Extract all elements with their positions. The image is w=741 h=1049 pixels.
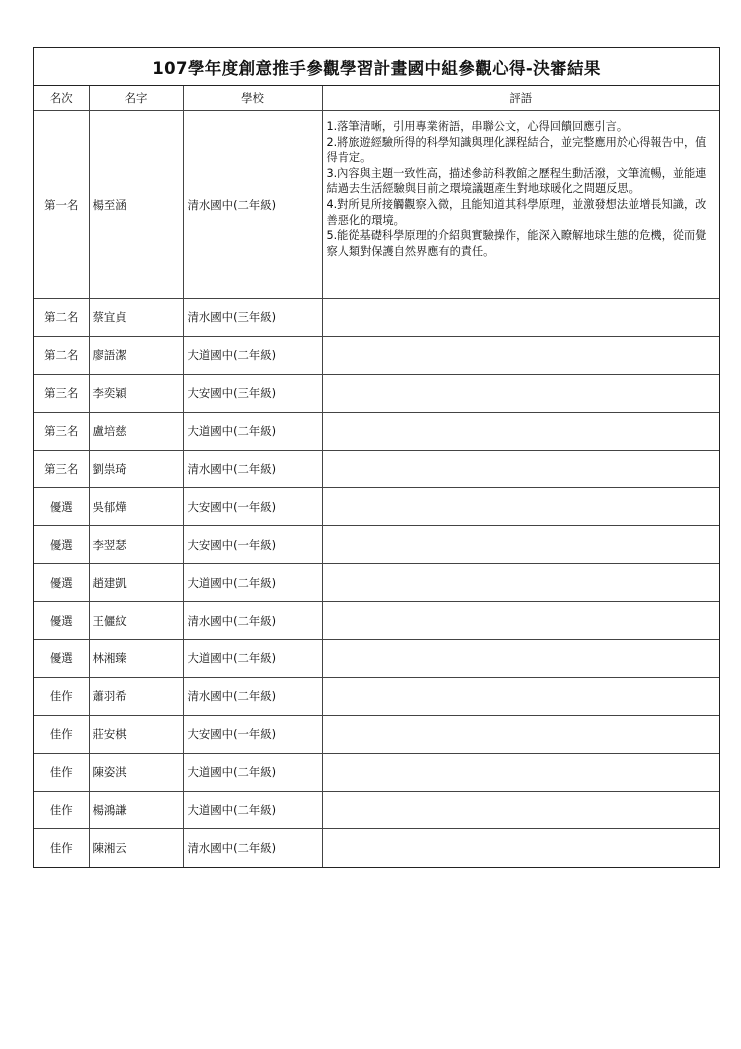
name-cell: 廖語潔 xyxy=(89,336,183,374)
comment-cell xyxy=(322,640,719,678)
name-cell: 李奕穎 xyxy=(89,374,183,412)
comment-cell xyxy=(322,564,719,602)
table-row xyxy=(34,374,719,412)
comment-line: 3.內容與主題一致性高，描述參訪科教館之歷程生動活潑，文筆流暢，並能連結過去生活經驗與目前之環境議題產生對地球暖化之問題反思。 xyxy=(326,166,707,196)
school-cell: 大安國中(一年級) xyxy=(183,526,322,564)
rank-cell: 第三名 xyxy=(34,374,89,412)
rank-cell: 佳作 xyxy=(34,753,89,791)
comment-cell xyxy=(322,111,719,299)
rank-cell: 第三名 xyxy=(34,450,89,488)
column-header-comment: 評語 xyxy=(322,86,719,111)
table-row xyxy=(34,602,719,640)
comment-cell xyxy=(322,450,719,488)
school-cell: 清水國中(二年級) xyxy=(183,829,322,867)
name-cell: 王儷紋 xyxy=(89,602,183,640)
comment-cell xyxy=(322,715,719,753)
name-cell: 蔡宜貞 xyxy=(89,299,183,337)
page-title: 107學年度創意推手參觀學習計畫國中組參觀心得-決審結果 xyxy=(34,48,719,86)
name-cell: 楊鴻謙 xyxy=(89,791,183,829)
name-cell: 楊至涵 xyxy=(89,111,183,299)
comment-cell xyxy=(322,791,719,829)
rank-cell: 優選 xyxy=(34,488,89,526)
table-row xyxy=(34,336,719,374)
comment-line: 2.將旅遊經驗所得的科學知識與理化課程結合，並完整應用於心得報告中，值得肯定。 xyxy=(326,135,707,165)
school-cell: 大道國中(二年級) xyxy=(183,753,322,791)
school-cell: 大道國中(二年級) xyxy=(183,564,322,602)
comment-cell xyxy=(322,412,719,450)
school-cell: 清水國中(二年級) xyxy=(183,602,322,640)
rank-cell: 優選 xyxy=(34,602,89,640)
rank-cell: 佳作 xyxy=(34,677,89,715)
name-cell: 林湘臻 xyxy=(89,640,183,678)
table-row xyxy=(34,111,719,299)
rank-cell: 第二名 xyxy=(34,299,89,337)
name-cell: 陳姿淇 xyxy=(89,753,183,791)
rank-cell: 第三名 xyxy=(34,412,89,450)
school-cell: 清水國中(三年級) xyxy=(183,299,322,337)
comment-cell xyxy=(322,677,719,715)
rank-cell: 第二名 xyxy=(34,336,89,374)
comment-line: 4.對所見所接觸觀察入微，且能知道其科學原理，並激發想法並增長知識，改善惡化的環境。 xyxy=(326,197,707,227)
table-row xyxy=(34,564,719,602)
rank-cell: 佳作 xyxy=(34,829,89,867)
school-cell: 清水國中(二年級) xyxy=(183,677,322,715)
table-row xyxy=(34,753,719,791)
table-row xyxy=(34,526,719,564)
table-row xyxy=(34,299,719,337)
results-sheet xyxy=(33,47,720,868)
rank-cell: 佳作 xyxy=(34,791,89,829)
comment-cell xyxy=(322,829,719,867)
comment-cell xyxy=(322,488,719,526)
school-cell: 清水國中(二年級) xyxy=(183,450,322,488)
table-row xyxy=(34,715,719,753)
comment-cell xyxy=(322,299,719,337)
school-cell: 大道國中(二年級) xyxy=(183,412,322,450)
table-header-row xyxy=(34,86,719,111)
table-row xyxy=(34,640,719,678)
comment-line: 1.落筆清晰，引用專業術語，串聯公文，心得回饋回應引言。 xyxy=(326,120,629,133)
comment-cell xyxy=(322,336,719,374)
table-row xyxy=(34,791,719,829)
comment-cell xyxy=(322,753,719,791)
name-cell: 莊安棋 xyxy=(89,715,183,753)
comment-cell xyxy=(322,374,719,412)
school-cell: 大安國中(一年級) xyxy=(183,488,322,526)
column-header-name: 名字 xyxy=(89,86,183,111)
table-row xyxy=(34,412,719,450)
table-row xyxy=(34,450,719,488)
table-body xyxy=(34,111,719,867)
table-row xyxy=(34,488,719,526)
school-cell: 大安國中(一年級) xyxy=(183,715,322,753)
school-cell: 大道國中(二年級) xyxy=(183,336,322,374)
comment-cell xyxy=(322,602,719,640)
name-cell: 盧培慈 xyxy=(89,412,183,450)
name-cell: 趙建凱 xyxy=(89,564,183,602)
table-row xyxy=(34,829,719,867)
rank-cell: 佳作 xyxy=(34,715,89,753)
name-cell: 吳郁燁 xyxy=(89,488,183,526)
column-header-school: 學校 xyxy=(183,86,322,111)
comment-cell xyxy=(322,526,719,564)
comment-line: 5.能從基礎科學原理的介紹與實驗操作，能深入瞭解地球生態的危機，從而覺察人類對保護自然界應有的責任。 xyxy=(326,229,707,258)
name-cell: 蕭羽希 xyxy=(89,677,183,715)
results-table xyxy=(34,86,719,867)
name-cell: 陳湘云 xyxy=(89,829,183,867)
rank-cell: 優選 xyxy=(34,564,89,602)
rank-cell: 第一名 xyxy=(34,111,89,299)
school-cell: 清水國中(二年級) xyxy=(183,111,322,299)
school-cell: 大安國中(三年級) xyxy=(183,374,322,412)
name-cell: 李翌瑟 xyxy=(89,526,183,564)
school-cell: 大道國中(二年級) xyxy=(183,640,322,678)
name-cell: 劉祟琦 xyxy=(89,450,183,488)
rank-cell: 優選 xyxy=(34,640,89,678)
column-header-rank: 名次 xyxy=(34,86,89,111)
table-row xyxy=(34,677,719,715)
school-cell: 大道國中(二年級) xyxy=(183,791,322,829)
rank-cell: 優選 xyxy=(34,526,89,564)
